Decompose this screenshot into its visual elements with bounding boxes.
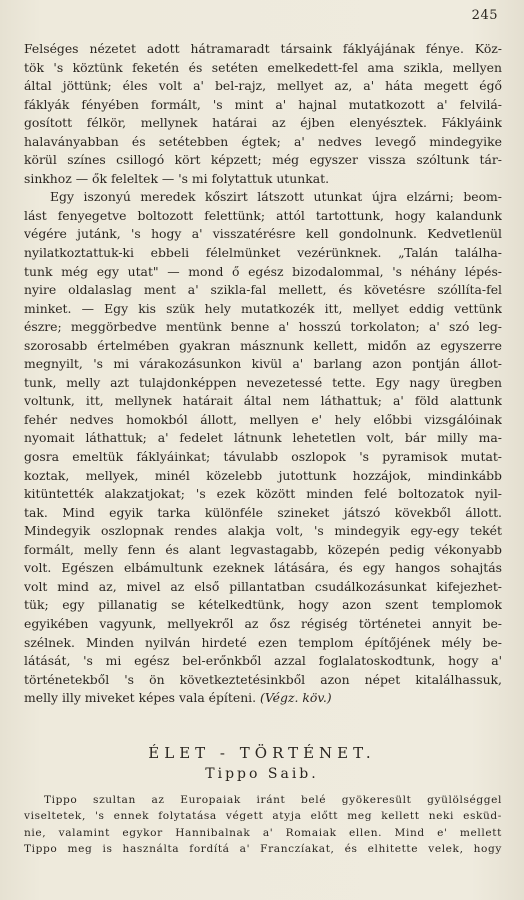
text-line: szorosabb értelmében gyakran másznunk kellett, midőn az egyszerre	[24, 337, 502, 353]
body-text	[24, 40, 502, 708]
small-text-line: Tippo szultan az Europaiak iránt belé gyökeresült gyülölséggel	[44, 794, 502, 806]
text-line: tök 's köztünk feketén és setéten emelkedett-fel ama szikla, mellyen	[24, 59, 502, 75]
text-line: koztak, mellyek, minél közelebb jutottunk hozzájok, mindinkább	[24, 467, 502, 483]
text-line: volt mind az, mivel az első pillantatban csudálkozásunkat kifejezhet-	[24, 578, 502, 594]
text-line: Mindegyik oszlopnak rendes alakja volt, 's mindegyik egy-egy tekét	[24, 523, 502, 539]
text-line: fáklyák fényében formált, 's mint a' hajnal mutatkozott a' felvilá-	[24, 96, 502, 112]
small-text-line: Tippo meg is használta fordítá a' Franczíakat, és elhitette velek, hogy	[24, 842, 502, 855]
text-line: történetekből 's ön következtetésinkből azon népet kitalálhassuk,	[24, 671, 502, 687]
text-line: Egy iszonyú meredek kőszirt látszott utunkat újra elzárni; beom-	[50, 189, 502, 205]
text-line: gosított félkör, mellynek határai az éjben elenyésztek. Fáklyáink	[24, 115, 502, 131]
text-line: Felséges nézetet adott hátramaradt társaink fáklyájának fénye. Köz-	[24, 41, 502, 56]
text-line: szélnek. Minden nyilván hirdeté ezen templom építőjének mély be-	[24, 634, 502, 650]
text-line: tunk még egy utat" — mond ő egész bizodalommal, 's néhány lépés-	[24, 263, 502, 279]
section-title: ÉLET - TÖRTÉNET.	[148, 744, 376, 762]
small-text-line: nie, valamint egykor Hannibalnak a' Romaiak ellen. Mind e' mellett	[24, 826, 502, 839]
text-line: halaványabban és setétebben égtek; a' nedves levegő mindegyike	[24, 133, 502, 149]
closing-text: melly illy miveket képes vala építeni.	[24, 690, 257, 706]
text-line: minket. — Egy kis szük hely mutatkozék itt, mellyet eddig vettünk	[24, 300, 502, 316]
text-line: lást fenyegetve boltozott felettünk; attól tartottunk, hogy kalandunk	[24, 207, 502, 223]
text-line: végére jutánk, 's hogy a' visszatérésre kell gondolnunk. Kedvetlenül	[24, 226, 502, 242]
text-line: nyilatkoztattuk-ki ebbeli félelmünket vezérünknek. „Talán találha-	[24, 245, 502, 261]
text-line: formált, melly fenn és alant legvastagabb, közepén pedig vékonyabb	[24, 541, 502, 557]
text-line: nyomait láthattuk; a' fedelet látnunk lehetetlen volt, bár milly ma-	[24, 430, 502, 446]
text-line: tak. Mind egyik tarka különféle szineket játszó kövekből állott.	[24, 504, 502, 520]
text-line: észre; meggörbedve mentünk benne a' hosszú torkolaton; a' szó leg-	[24, 319, 502, 335]
small-print-text	[24, 792, 502, 857]
page-number: 245	[471, 8, 498, 23]
section-subtitle: Tippo Saib.	[205, 766, 319, 782]
text-line: volt. Egészen elbámultunk ezeknek látására, és egy hangos sohajtás	[24, 560, 502, 576]
text-line: nyire oldalaslag ment a' szikla-fal mellett, és követésre szóllíta-fel	[24, 282, 502, 298]
text-line: sinkhoz — ők feleltek — 's mi folytattuk utunkat.	[24, 170, 330, 186]
text-line: kitüntették alakzatjokat; 's ezek között minden felé boltozatok nyil-	[24, 486, 502, 502]
text-line: tunk, melly azt tulajdonképpen nevezetessé tette. Egy nagy üregben	[24, 374, 502, 390]
text-line: megnyilt, 's mi várakozásunkon kivül a' barlang azon pontján állot-	[24, 356, 502, 372]
text-line: gosra emeltük fáklyáinkat; távulabb oszlopok 's pyramisok mutat-	[24, 449, 502, 465]
text-line: által jöttünk; éles volt a' bel-rajz, mellyet az, a' háta megett égő	[24, 78, 502, 94]
small-text-line: viseltetek, 's ennek folytatása végett atyja előtt meg kellett neki esküd-	[24, 810, 502, 823]
text-line: tük; egy pillanatig se kételkedtünk, hogy azon szent templomok	[24, 597, 502, 613]
text-line: körül színes csillogó kört képzett; még egyszer vissza szóltunk tár-	[24, 152, 502, 168]
continuation-note: (Végz. köv.)	[260, 690, 332, 706]
text-line: fehér nedves homokból állott, mellyen e' hely előbbi vizsgálóinak	[24, 411, 502, 427]
text-line: látását, 's mi egész bel-erőnkből azzal foglalatoskodtunk, hogy a'	[24, 653, 502, 669]
text-line: egyikében vagyunk, mellyekről az ősz régiség történetei annyit be-	[24, 615, 502, 631]
text-line: voltunk, itt, mellynek határait által nem láthattuk; a' föld alattunk	[24, 393, 502, 409]
closing-line	[24, 689, 502, 708]
